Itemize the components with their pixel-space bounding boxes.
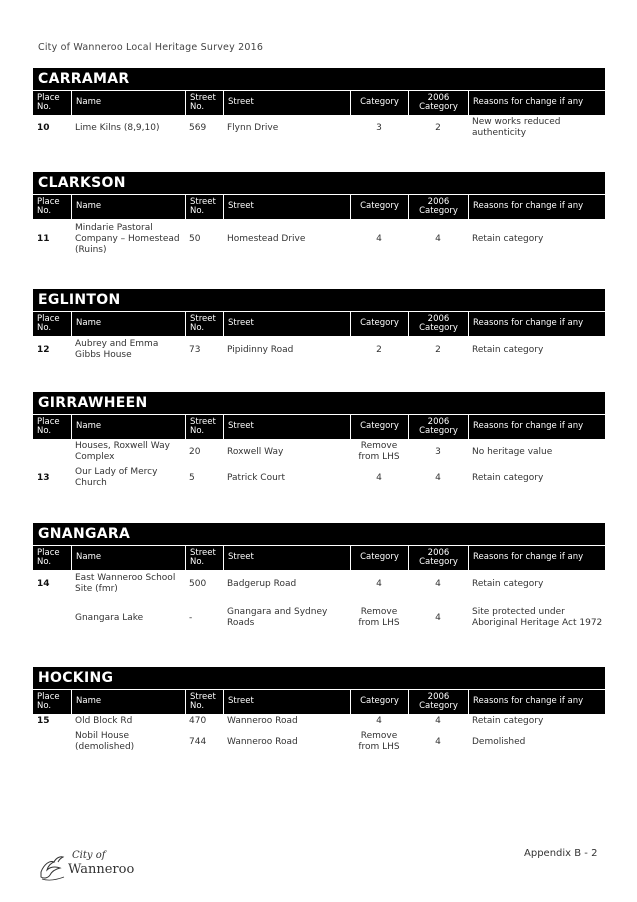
street: Roxwell Way: [227, 446, 284, 457]
reason: Retain category: [472, 344, 544, 355]
col-place: Place No.: [37, 92, 60, 112]
col-place: Place No.: [37, 313, 60, 333]
street: Flynn Drive: [227, 122, 279, 133]
col-category-2006: 2006 Category: [408, 690, 468, 714]
document-title: City of Wanneroo Local Heritage Survey 2016: [38, 42, 264, 53]
col-reasons: Reasons for change if any: [468, 690, 605, 714]
col-category-2006: 2006 Category: [408, 195, 468, 219]
category: 3: [376, 122, 382, 133]
col-place: Place No.: [37, 196, 60, 216]
column-header-row: [33, 545, 605, 570]
section-title: EGLINTON: [33, 289, 605, 311]
col-street: Street: [223, 546, 350, 570]
reason: No heritage value: [472, 446, 553, 457]
col-category-2006: 2006 Category: [408, 91, 468, 115]
table-row: [33, 465, 605, 491]
category: 2: [376, 344, 382, 355]
category: Remove from LHS: [358, 731, 400, 752]
col-reasons: Reasons for change if any: [468, 312, 605, 336]
place-no: 15: [37, 715, 50, 726]
place-name: East Wanneroo School Site (fmr): [75, 573, 176, 594]
place-name: Gnangara Lake: [75, 612, 144, 623]
city-of-wanneroo-logo: [38, 850, 148, 882]
category: Remove from LHS: [358, 441, 400, 462]
col-street-no: Street No.: [185, 690, 223, 714]
category: 4: [376, 233, 382, 244]
col-name: Name: [71, 546, 185, 570]
col-name: Name: [71, 195, 185, 219]
table-row: [33, 714, 605, 728]
reason: Retain category: [472, 715, 544, 726]
category: 4: [376, 472, 382, 483]
col-category: Category: [350, 312, 408, 336]
col-category-2006: 2006 Category: [408, 546, 468, 570]
reason: Retain category: [472, 578, 544, 589]
swan-icon: [38, 850, 68, 882]
street-no: 73: [189, 344, 201, 355]
section-title: GIRRAWHEEN: [33, 392, 605, 414]
place-name: Houses, Roxwell Way Complex: [75, 441, 170, 462]
section-carramar: [33, 68, 605, 141]
col-category: Category: [350, 91, 408, 115]
table-row: [33, 570, 605, 598]
col-name: Name: [71, 415, 185, 439]
column-header-row: [33, 90, 605, 115]
place-no: 10: [37, 122, 50, 133]
col-street: Street: [223, 415, 350, 439]
col-category: Category: [350, 546, 408, 570]
logo-line-1: City of: [72, 850, 106, 861]
street-no: 470: [189, 715, 207, 726]
category-2006: 4: [435, 472, 441, 483]
column-header-row: [33, 689, 605, 714]
col-street-no: Street No.: [185, 91, 223, 115]
reason: Demolished: [472, 736, 526, 747]
section-hocking: [33, 667, 605, 756]
category-2006: 4: [435, 736, 441, 747]
col-street-no: Street No.: [185, 546, 223, 570]
col-name: Name: [71, 690, 185, 714]
category-2006: 3: [435, 446, 441, 457]
col-street: Street: [223, 195, 350, 219]
category-2006: 4: [435, 715, 441, 726]
col-street-no: Street No.: [185, 195, 223, 219]
table-row: [33, 219, 605, 259]
reason: Site protected under Aboriginal Heritage Act 1972: [472, 607, 603, 628]
section-clarkson: [33, 172, 605, 259]
place-name: Mindarie Pastoral Company – Homestead (Ruins): [75, 222, 180, 255]
col-reasons: Reasons for change if any: [468, 91, 605, 115]
col-street-no: Street No.: [185, 415, 223, 439]
col-place: Place No.: [37, 547, 60, 567]
section-title: GNANGARA: [33, 523, 605, 545]
col-category: Category: [350, 690, 408, 714]
category-2006: 2: [435, 122, 441, 133]
col-category-2006: 2006 Category: [408, 312, 468, 336]
col-street-no: Street No.: [185, 312, 223, 336]
place-name: Lime Kilns (8,9,10): [75, 122, 160, 133]
street: Patrick Court: [227, 472, 286, 483]
logo-line-2: Wanneroo: [68, 862, 135, 877]
col-street: Street: [223, 690, 350, 714]
col-place: Place No.: [37, 416, 60, 436]
place-no: 11: [37, 233, 50, 244]
place-name: Nobil House (demolished): [75, 731, 135, 752]
category-2006: 2: [435, 344, 441, 355]
col-place: Place No.: [37, 691, 60, 711]
place-name: Our Lady of Mercy Church: [75, 467, 158, 488]
col-name: Name: [71, 91, 185, 115]
category: Remove from LHS: [358, 607, 400, 628]
category-2006: 4: [435, 612, 441, 623]
street-no: 500: [189, 578, 207, 589]
place-name: Aubrey and Emma Gibbs House: [75, 339, 159, 360]
table-row: [33, 728, 605, 756]
column-header-row: [33, 311, 605, 336]
category: 4: [376, 715, 382, 726]
section-title: HOCKING: [33, 667, 605, 689]
place-no: 12: [37, 344, 50, 355]
col-street: Street: [223, 312, 350, 336]
table-row: [33, 439, 605, 465]
reason: New works reduced authenticity: [472, 117, 561, 138]
table-row: [33, 115, 605, 141]
table-row: [33, 336, 605, 364]
street-no: 20: [189, 446, 201, 457]
col-street: Street: [223, 91, 350, 115]
street-no: 50: [189, 233, 201, 244]
place-no: 14: [37, 578, 50, 589]
section-gnangara: [33, 523, 605, 638]
street: Pipidinny Road: [227, 344, 294, 355]
place-name: Old Block Rd: [75, 715, 133, 726]
col-category: Category: [350, 415, 408, 439]
col-category-2006: 2006 Category: [408, 415, 468, 439]
street: Badgerup Road: [227, 578, 297, 589]
col-reasons: Reasons for change if any: [468, 546, 605, 570]
reason: Retain category: [472, 472, 544, 483]
table-row: [33, 598, 605, 638]
column-header-row: [33, 414, 605, 439]
col-reasons: Reasons for change if any: [468, 195, 605, 219]
street: Homestead Drive: [227, 233, 306, 244]
section-title: CARRAMAR: [33, 68, 605, 90]
reason: Retain category: [472, 233, 544, 244]
category-2006: 4: [435, 578, 441, 589]
section-title: CLARKSON: [33, 172, 605, 194]
section-girrawheen: [33, 392, 605, 491]
column-header-row: [33, 194, 605, 219]
col-reasons: Reasons for change if any: [468, 415, 605, 439]
category: 4: [376, 578, 382, 589]
street-no: 5: [189, 472, 195, 483]
col-category: Category: [350, 195, 408, 219]
street: Wanneroo Road: [227, 715, 298, 726]
street: Wanneroo Road: [227, 736, 298, 747]
section-eglinton: [33, 289, 605, 364]
street-no: 744: [189, 736, 207, 747]
category-2006: 4: [435, 233, 441, 244]
place-no: 13: [37, 472, 50, 483]
street-no: 569: [189, 122, 207, 133]
col-name: Name: [71, 312, 185, 336]
page-number: Appendix B - 2: [524, 848, 598, 859]
street: Gnangara and Sydney Roads: [227, 607, 328, 628]
street-no: -: [189, 612, 193, 623]
